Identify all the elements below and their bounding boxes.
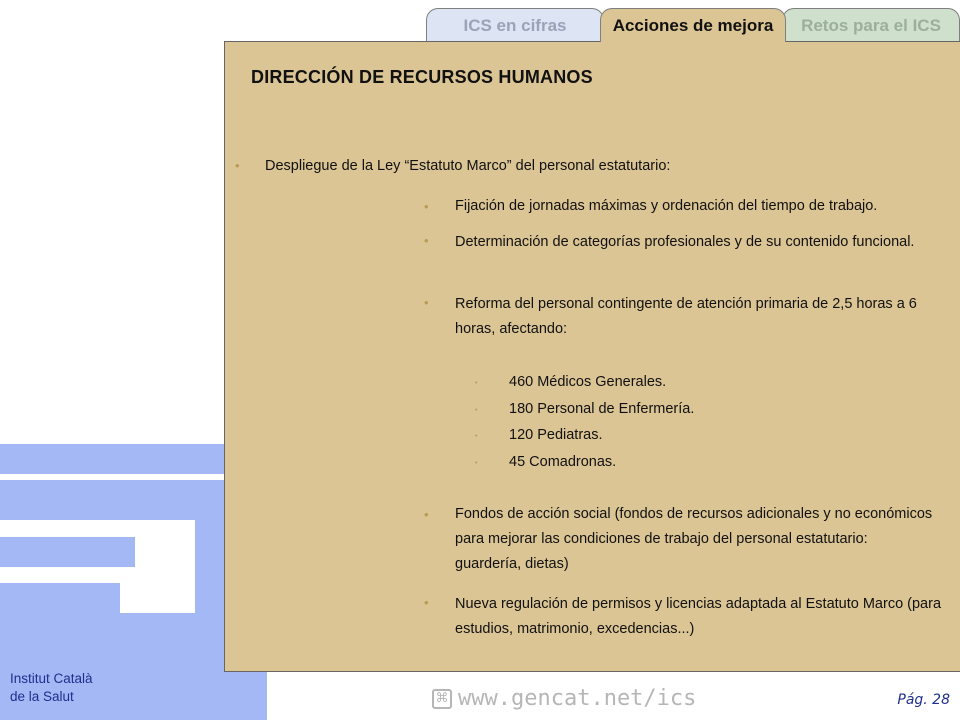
tab-label: Acciones de mejora	[612, 15, 774, 35]
bullet-icon: •	[475, 460, 478, 467]
org-line-2: de la Salut	[10, 689, 74, 704]
page-number: Pág. 28	[897, 692, 950, 708]
bullet-icon: •	[424, 295, 429, 310]
sub-list-item: Fondos de acción social (fondos de recursos adicionales y no económicos para mejorar las condiciones de trabajo del personal estatutario: guardería, dietas)	[455, 506, 933, 572]
sub-list-item: Determinación de categorías profesionales y de su contenido funcional.	[455, 234, 915, 250]
staff-list-item: 45 Comadronas.	[509, 454, 617, 470]
main-list-item: Despliegue de la Ley “Estatuto Marco” del personal estatutario:	[265, 158, 671, 174]
website-link[interactable]	[432, 686, 696, 711]
bullet-icon: •	[424, 199, 429, 214]
tab-retos-para-el-ics[interactable]	[782, 8, 960, 42]
bullet-icon: •	[475, 407, 478, 414]
tab-ics-en-cifras[interactable]	[426, 8, 604, 42]
tab-acciones-de-mejora[interactable]	[600, 8, 786, 42]
gencat-logo-icon: ⌘	[432, 689, 452, 709]
bullet-icon: •	[424, 595, 429, 610]
website-url: www.gencat.net/ics	[458, 686, 697, 711]
content-panel	[224, 41, 960, 672]
bullet-icon: •	[475, 433, 478, 440]
staff-list-item: 180 Personal de Enfermería.	[509, 401, 695, 417]
staff-list-item: 460 Médicos Generales.	[509, 374, 667, 390]
tab-label: Retos para el ICS	[801, 15, 941, 35]
org-line-1: Institut Català	[10, 671, 93, 686]
sub-list-item: Reforma del personal contingente de atención primaria de 2,5 horas a 6 horas, afectando:	[455, 296, 917, 337]
staff-list-item: 120 Pediatras.	[509, 427, 603, 443]
sub-list-item: Fijación de jornadas máximas y ordenación del tiempo de trabajo.	[455, 198, 878, 214]
bullet-icon: •	[235, 158, 240, 173]
bullet-icon: •	[424, 233, 429, 248]
sub-list-item: Nueva regulación de permisos y licencias adaptada al Estatuto Marco (para estudios, matrimonio, excedencias...)	[455, 596, 942, 637]
panel-title: DIRECCIÓN DE RECURSOS HUMANOS	[251, 67, 593, 87]
tab-label: ICS en cifras	[463, 15, 567, 35]
bullet-icon: •	[424, 507, 429, 522]
bullet-icon: •	[475, 380, 478, 387]
organization-name	[10, 670, 93, 706]
